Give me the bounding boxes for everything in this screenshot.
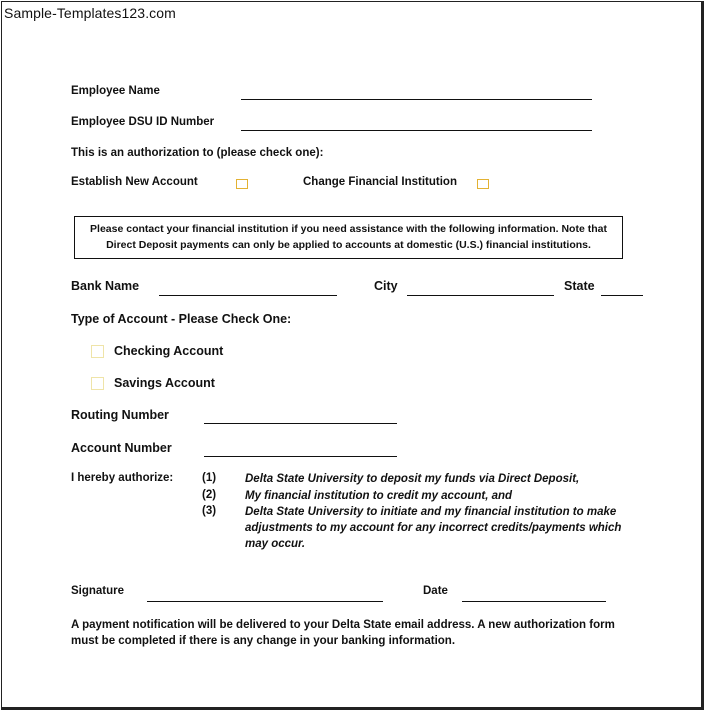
employee-name-label: Employee Name [71, 85, 160, 97]
city-field[interactable] [407, 295, 554, 296]
date-label: Date [423, 585, 448, 597]
authorize-item-2-number: (2) [202, 489, 217, 501]
page-frame [1, 1, 704, 710]
employee-name-field[interactable] [241, 99, 592, 100]
establish-new-account-label: Establish New Account [71, 176, 198, 188]
bank-name-label: Bank Name [71, 279, 140, 293]
notice-line-1: Please contact your financial institution if you need assistance with the following information. Note that [90, 223, 607, 235]
authorize-item-2-text: My financial institution to credit my account, and [245, 490, 513, 502]
employee-id-label: Employee DSU ID Number [71, 116, 215, 128]
checking-account-checkbox[interactable] [91, 345, 104, 358]
footer-line-1: A payment notification will be delivered to your Delta State email address. A new authorization form [71, 619, 615, 631]
checking-account-label: Checking Account [114, 344, 224, 358]
hereby-authorize-label: I hereby authorize: [71, 472, 174, 484]
signature-field[interactable] [147, 601, 383, 602]
authorize-item-1-text: Delta State University to deposit my funds via Direct Deposit, [245, 473, 580, 485]
account-type-prompt: Type of Account - Please Check One: [71, 312, 292, 326]
routing-number-field[interactable] [204, 423, 397, 424]
change-institution-checkbox[interactable] [477, 179, 489, 189]
account-number-field[interactable] [204, 456, 397, 457]
city-label: City [374, 279, 398, 293]
account-number-label: Account Number [71, 441, 172, 455]
authorization-prompt: This is an authorization to (please check one): [71, 147, 324, 159]
establish-new-account-checkbox[interactable] [236, 179, 248, 189]
notice-line-2: Direct Deposit payments can only be applied to accounts at domestic (U.S.) financial institutions. [106, 239, 591, 251]
bank-name-field[interactable] [159, 295, 337, 296]
authorize-item-3-number: (3) [202, 505, 217, 517]
savings-account-label: Savings Account [114, 376, 215, 390]
signature-label: Signature [71, 585, 125, 597]
routing-number-label: Routing Number [71, 408, 169, 422]
state-field[interactable] [601, 295, 643, 296]
state-label: State [564, 279, 595, 293]
footer-line-2: must be completed if there is any change in your banking information. [71, 635, 456, 647]
authorize-item-3-text-line-3: may occur. [245, 538, 306, 550]
employee-id-field[interactable] [241, 130, 592, 131]
change-institution-label: Change Financial Institution [303, 176, 457, 188]
notice-box [74, 216, 623, 259]
savings-account-checkbox[interactable] [91, 377, 104, 390]
date-field[interactable] [462, 601, 606, 602]
footer-notice [71, 617, 615, 649]
authorize-item-3-text-line-1: Delta State University to initiate and my financial institution to make [245, 506, 617, 518]
authorize-item-1-number: (1) [202, 472, 217, 484]
watermark: Sample-Templates123.com [4, 5, 176, 21]
authorize-item-3-text-line-2: adjustments to my account for any incorrect credits/payments which [245, 522, 622, 534]
